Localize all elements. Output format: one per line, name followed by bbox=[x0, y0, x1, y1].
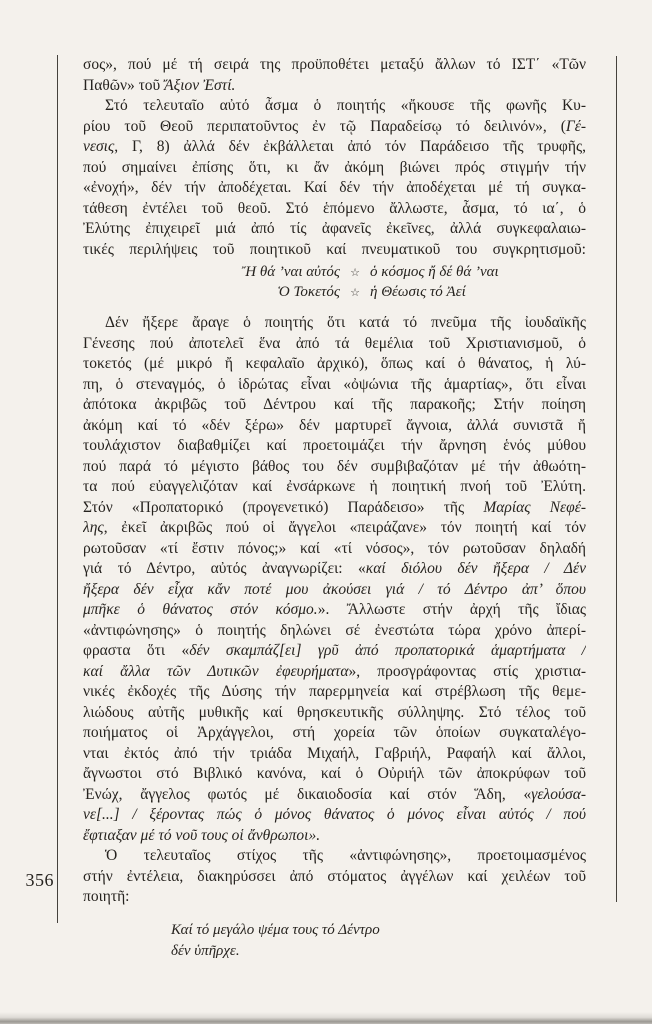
italic-text-segment: νε[...] / ξέροντας πώς ὁ μόνος θάνατος ὁ μόνος εἶναι αὐτός / πού bbox=[83, 806, 586, 823]
text-segment: στήν ἐντέλεια, διακηρύσσει ἀπό στόματος ἀγγέλων καί χειλέων τοῦ bbox=[83, 867, 586, 885]
verse-line bbox=[83, 263, 586, 283]
text-segment: Ὁ τελευταῖος στίχος τῆς «ἀντιφώνησης», προετοιμασμένος bbox=[105, 847, 586, 864]
text-line bbox=[83, 703, 586, 724]
text-segment: Γένεσης πού ἀποτελεῖ ἕνα ἀπό τά θεμέλια τοῦ Χριστιανισμοῦ, ὁ bbox=[83, 334, 586, 352]
text-segment: , Γ, 8) ἀλλά δέν ἐκβάλλεται ἀπό τόν Παράδεισο τῆς τρυφῆς, bbox=[114, 138, 586, 155]
left-margin-rule bbox=[57, 55, 58, 923]
text-line bbox=[83, 219, 586, 240]
text-line bbox=[83, 240, 586, 261]
text-line bbox=[83, 498, 586, 519]
verse-left-half: Ἤ θά ’ναι αὐτός bbox=[241, 264, 340, 280]
text-line bbox=[83, 723, 586, 744]
text-line bbox=[83, 436, 586, 457]
text-segment: τάθεση ἐντέλει τοῦ θεοῦ. Στό ἑπόμενο ἄλλωστε, ἆσμα, τό ια΄, ὁ bbox=[83, 199, 586, 217]
italic-text-segment: δέν σκαμπάζ[ει] γρῦ ἀπό προπατορικά ἁμαρτήματα / bbox=[189, 642, 586, 659]
text-line bbox=[83, 477, 586, 498]
text-line bbox=[83, 580, 586, 601]
text-line bbox=[83, 826, 586, 847]
text-segment: «ἀντιφώνησης» ὁ ποιητής δηλώνει σέ ἐνεστώτα τώρα χρόνο ἀπερί- bbox=[83, 621, 586, 639]
text-line bbox=[83, 744, 586, 765]
text-line bbox=[83, 375, 586, 396]
text-segment: νικές ἐκδοχές τῆς Δύσης τήν παρερμηνεία καί στρέβλωση τῆς θεμε- bbox=[83, 683, 586, 700]
text-line bbox=[83, 76, 586, 97]
text-line bbox=[83, 137, 586, 158]
text-line bbox=[83, 395, 586, 416]
text-line bbox=[83, 867, 586, 888]
text-line bbox=[83, 416, 586, 437]
text-segment: Στόν «Προπατορικό (προγενετικό) Παράδεισο» τῆς bbox=[83, 498, 484, 516]
text-line bbox=[83, 662, 586, 683]
text-segment: ποιητῆ: bbox=[83, 888, 130, 905]
text-line bbox=[83, 600, 586, 621]
italic-text-segment: ἤξερα δέν εἶχα κἄν ποτέ μου ἀκούσει γιά / τό Δέντρο ἀπ’ ὅπου bbox=[83, 580, 586, 598]
text-line bbox=[83, 764, 586, 785]
text-segment: Ἐνώχ, ἄγγελος φωτός μέ δικαιοδοσία καί στόν Ἅδη, « bbox=[83, 785, 532, 803]
verse-block bbox=[83, 263, 586, 302]
text-segment: Δέν ἤξερε ἄραγε ὁ ποιητής ὅτι κατά τό πνεῦμα τῆς ἰουδαϊκῆς bbox=[105, 314, 586, 331]
text-line bbox=[83, 641, 586, 662]
text-segment: Ἐλύτης ἐπιχειρεῖ μιά ἀπό τίς ἀφανεῖς ἐκεῖνες, ἀλλά συγκεφαλαιω- bbox=[83, 220, 586, 237]
text-segment: «ἐνοχή», δέν τήν ἀποδέχεται. Καί δέν τήν ἀποδέχεται μέ τή συγκα- bbox=[83, 179, 586, 196]
italic-text-segment: γελούσα- bbox=[531, 785, 586, 803]
text-segment: φραστα ὅτι « bbox=[83, 642, 190, 659]
text-segment: λιώδους αὐτῆς μυθικῆς καί θρησκευτικῆς σύλληψης. Στό τέλος τοῦ bbox=[83, 703, 586, 721]
text-line bbox=[83, 55, 586, 76]
italic-text-segment: καί διόλου δέν ἤξερα / Δέν bbox=[365, 560, 586, 577]
text-segment: ποιήματος οἱ Ἀρχάγγελοι, στή χορεία τῶν ὁποίων συγκαταλέγο- bbox=[83, 724, 586, 741]
text-segment: τουλάχιστον διαβαθμίζει καί προετοιμάζει τήν ἄρνηση ἑνός μύθου bbox=[83, 437, 586, 454]
text-segment: τοκετός (μέ μικρό ἤ κεφαλαῖο ἀρχικό), ὅπως καί ὁ θάνατος, ἡ λύ- bbox=[83, 355, 586, 372]
text-segment: γιά τό Δέντρο, αὐτός ἀναγνωρίζει: « bbox=[83, 560, 366, 577]
text-line bbox=[83, 117, 586, 138]
text-segment: ». Ἄλλωστε στήν ἀρχή τῆς ἴδιας bbox=[317, 601, 586, 618]
text-column bbox=[83, 55, 586, 963]
text-line bbox=[83, 199, 586, 220]
verse-star-icon: ☆ bbox=[350, 266, 360, 279]
text-line bbox=[83, 887, 586, 908]
italic-text-segment: καί ἄλλα τῶν Δυτικῶν ἐφευρήματα bbox=[83, 662, 349, 680]
italic-text-segment: Γέ- bbox=[565, 117, 586, 135]
text-segment: σος», πού μέ τή σειρά της προϋποθέτει μεταξύ ἄλλων τό ΙΣΤ΄ «Τῶν bbox=[83, 56, 586, 73]
verse-right-half: ὁ κόσμος ἤ δέ θά ’ναι bbox=[370, 264, 499, 280]
text-line bbox=[83, 334, 586, 355]
right-margin-rule bbox=[616, 56, 617, 902]
text-segment: Στό τελευταῖο αὐτό ἆσμα ὁ ποιητής «ἤκουσε τῆς φωνῆς Κυ- bbox=[105, 97, 586, 114]
text-segment: πού παρά τό μέγιστο βάθος του δέν συμβιβαζόταν μέ τήν ἀθωότη- bbox=[83, 457, 586, 475]
text-line bbox=[83, 354, 586, 375]
text-line bbox=[83, 518, 586, 539]
italic-text-segment: Ἄξιον Ἐστί. bbox=[164, 76, 236, 94]
text-segment: », προσγράφοντας στίς χριστια- bbox=[348, 662, 586, 680]
text-line bbox=[83, 178, 586, 199]
verse-line bbox=[83, 283, 586, 303]
text-segment: ἀπότοκα ἀκριβῶς τοῦ Δέντρου καί τῆς παρακοῆς; Στήν ποίηση bbox=[83, 396, 586, 413]
italic-text-segment: μπῆκε ὁ θάνατος στόν κόσμο. bbox=[83, 601, 318, 618]
italic-text-segment: νεσις bbox=[83, 138, 115, 155]
text-line bbox=[83, 559, 586, 580]
text-line bbox=[83, 846, 586, 867]
verse-right-half: ἡ Θέωσις τό Ἀεί bbox=[370, 283, 466, 300]
italic-text-segment: ἔφτιαξαν μέ τό νοῦ τους οἱ ἄνθρωποι». bbox=[83, 826, 321, 844]
text-line bbox=[83, 621, 586, 642]
text-line bbox=[83, 96, 586, 117]
verse-block bbox=[83, 920, 586, 963]
text-segment: ρωτοῦσαν «τί ἔστιν πόνος;» καί «τί νόσος», τόν ρωτοῦσαν δηλαδή bbox=[83, 539, 586, 557]
text-line bbox=[83, 682, 586, 703]
text-line bbox=[83, 158, 586, 179]
text-segment: ρίου τοῦ Θεοῦ περιπατοῦντος ἐν τῷ Παραδείσῳ τό δειλινόν», ( bbox=[83, 117, 566, 135]
text-line bbox=[83, 539, 586, 560]
verse-line: δέν ὑπῆρχε. bbox=[171, 943, 240, 959]
text-segment: ἄγνωστοι στό Βιβλικό κανόνα, καί ὁ Οὐριήλ τῶν ἀποκρύφων τοῦ bbox=[83, 765, 586, 782]
text-segment: πού σημαίνει ἐπίσης ὅτι, κι ἄν ἀκόμη βιώνει πρός στιγμήν τήν bbox=[83, 158, 586, 176]
verse-line: Καί τό μεγάλο ψέμα τους τό Δέντρο bbox=[171, 921, 380, 938]
page-number: 356 bbox=[25, 870, 54, 890]
italic-text-segment: Μαρίας Νεφέ- bbox=[483, 498, 586, 516]
italic-text-segment: λης bbox=[83, 519, 104, 536]
text-line bbox=[83, 457, 586, 478]
text-segment: τικές περιλήψεις τοῦ ποιητικοῦ καί πνευματικοῦ του συγκρητισμοῦ: bbox=[83, 240, 586, 258]
text-segment: τα πού εὐαγγελιζόταν καί ἐνσάρκωνε ἡ ποιητική πνοή τοῦ Ἐλύτη. bbox=[83, 478, 586, 495]
page-bottom-scan-shadow bbox=[0, 1012, 652, 1024]
text-segment: , ἐκεῖ ἀκριβῶς πού οἱ ἄγγελοι «πειράζανε» τόν ποιητή καί τόν bbox=[103, 519, 586, 536]
text-segment: Παθῶν» τοῦ bbox=[83, 76, 165, 94]
text-segment: νται ἐκτός ἀπό τήν τριάδα Μιχαήλ, Γαβριήλ, Ραφαήλ καί ἄλλοι, bbox=[83, 744, 586, 762]
text-line bbox=[83, 313, 586, 334]
text-line bbox=[83, 805, 586, 826]
text-line bbox=[83, 785, 586, 806]
text-segment: πη, ὁ στεναγμός, ὁ ἱδρώτας εἶναι «ὀψώνια τῆς ἁμαρτίας», ὅτι εἶναι bbox=[83, 375, 586, 393]
verse-star-icon: ☆ bbox=[350, 285, 360, 299]
text-segment: ἀκόμη καί τό «δέν ξέρω» δέν μαρτυρεῖ ἄγνοια, ἀλλά συνιστᾶ ἤ bbox=[83, 416, 586, 434]
verse-left-half: Ὁ Τοκετός bbox=[277, 283, 340, 300]
